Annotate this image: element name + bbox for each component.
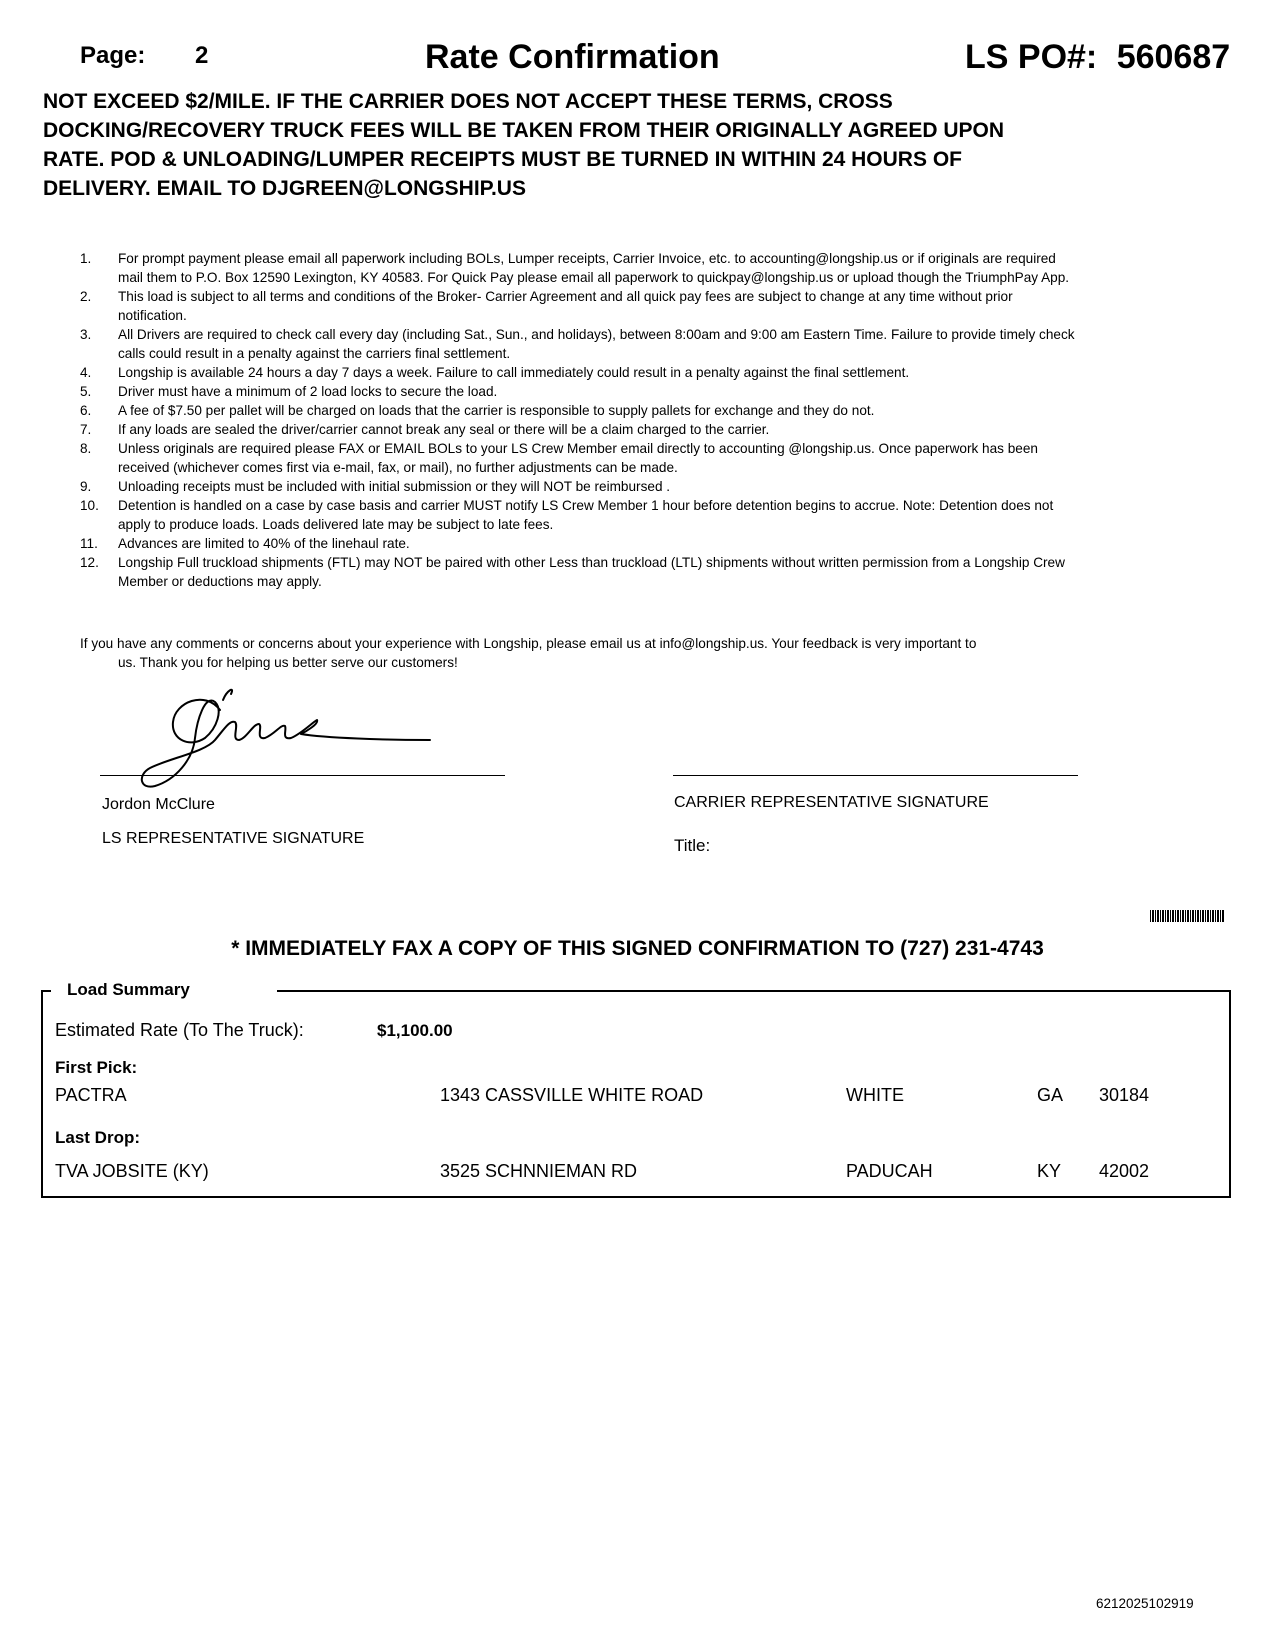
handwritten-signature — [135, 680, 435, 795]
term-item — [80, 496, 1080, 534]
term-item — [80, 553, 1080, 591]
first-pick-label: First Pick: — [55, 1058, 138, 1077]
first-pick-state: GA — [1037, 1085, 1064, 1105]
last-drop-zip: 42002 — [1099, 1161, 1150, 1181]
term-number: 8. — [80, 441, 92, 456]
feedback-line: If you have any comments or concerns about your experience with Longship, please email us at info@longship.us. Your feedback is very important to — [80, 636, 977, 651]
term-text: Unloading receipts must be included with initial submission or they will NOT be reimbursed . — [118, 479, 671, 494]
term-item — [80, 477, 1080, 496]
term-number: 10. — [80, 498, 99, 513]
notice-line: RATE. POD & UNLOADING/LUMPER RECEIPTS MUST BE TURNED IN WITHIN 24 HOURS OF — [43, 148, 962, 171]
term-text: Unless originals are required please FAX or EMAIL BOLs to your LS Crew Member email directly to accounting @longship.us. Once paperwork has been received (whichever comes first via e-mail, fax, or mail), no further adjustments can be made. — [118, 441, 1038, 475]
term-item — [80, 401, 1080, 420]
last-drop-label: Last Drop: — [55, 1128, 140, 1147]
carrier-signature-line — [673, 775, 1078, 776]
document-id: 6212025102919 — [1096, 1596, 1194, 1611]
carrier-signature-label: CARRIER REPRESENTATIVE SIGNATURE — [674, 794, 989, 811]
po-label: LS PO#: — [965, 38, 1098, 76]
term-text: Longship Full truckload shipments (FTL) may NOT be paired with other Less than truckload (LTL) shipments without written permission from a Longship Crew Member or deductions may apply. — [118, 555, 1065, 589]
term-item — [80, 325, 1080, 363]
last-drop-name: TVA JOBSITE (KY) — [55, 1161, 209, 1181]
term-item — [80, 534, 1080, 553]
term-number: 1. — [80, 251, 92, 266]
fax-notice: * IMMEDIATELY FAX A COPY OF THIS SIGNED CONFIRMATION TO (727) 231-4743 — [231, 937, 1044, 960]
first-pick-city: WHITE — [846, 1085, 904, 1105]
term-number: 11. — [80, 536, 98, 551]
ls-signature-line — [100, 775, 505, 776]
notice-line: DOCKING/RECOVERY TRUCK FEES WILL BE TAKEN FROM THEIR ORIGINALLY AGREED UPON — [43, 119, 1005, 142]
term-number: 9. — [80, 479, 92, 494]
ls-representative-name: Jordon McClure — [102, 796, 215, 813]
page-label: Page: — [80, 42, 146, 69]
load-summary-border — [277, 990, 1229, 992]
term-text: This load is subject to all terms and conditions of the Broker- Carrier Agreement and all quick pay fees are subject to change at any time without prior notification. — [118, 289, 1013, 323]
feedback-paragraph — [80, 634, 1090, 672]
term-number: 6. — [80, 403, 92, 418]
term-item — [80, 287, 1080, 325]
first-pick-zip: 30184 — [1099, 1085, 1150, 1105]
notice-line: DELIVERY. EMAIL TO DJGREEN@LONGSHIP.US — [43, 177, 526, 200]
term-item — [80, 420, 1080, 439]
term-number: 7. — [80, 422, 92, 437]
term-number: 5. — [80, 384, 92, 399]
term-item — [80, 363, 1080, 382]
last-drop-city: PADUCAH — [846, 1161, 933, 1181]
page-number: 2 — [195, 42, 209, 69]
term-number: 2. — [80, 289, 92, 304]
term-text: A fee of $7.50 per pallet will be charged on loads that the carrier is responsible to supply pallets for exchange and they do not. — [118, 403, 875, 418]
term-item — [80, 249, 1080, 287]
po-number: 560687 — [1116, 38, 1231, 76]
ls-signature-label: LS REPRESENTATIVE SIGNATURE — [102, 830, 365, 847]
last-drop-address: 3525 SCHNNIEMAN RD — [440, 1161, 638, 1181]
notice-line: NOT EXCEED $2/MILE. IF THE CARRIER DOES NOT ACCEPT THESE TERMS, CROSS — [43, 90, 893, 113]
first-pick-name: PACTRA — [55, 1085, 127, 1105]
estimated-rate-label: Estimated Rate (To The Truck): — [55, 1020, 304, 1040]
load-summary-border — [41, 990, 51, 992]
document-title: Rate Confirmation — [425, 38, 720, 76]
term-text: For prompt payment please email all paperwork including BOLs, Lumper receipts, Carrier Invoice, etc. to accounting@longship.us or if originals are required mail them to P.O. Box 12590 Lexington, KY 40583. For Quick Pay please email all paperwork to quickpay@longship.us or upload though the TriumphPay App. — [118, 251, 1070, 285]
term-text: If any loads are sealed the driver/carrier cannot break any seal or there will be a claim charged to the carrier. — [118, 422, 770, 437]
term-text: Detention is handled on a case by case basis and carrier MUST notify LS Crew Member 1 hour before detention begins to accrue. Note: Detention does not apply to produce loads. Loads delivered late may be subject to late fees. — [118, 498, 1054, 532]
po-number-block — [965, 38, 1230, 77]
term-number: 3. — [80, 327, 92, 342]
last-drop-state: KY — [1037, 1161, 1062, 1181]
term-text: Driver must have a minimum of 2 load locks to secure the load. — [118, 384, 498, 399]
term-text: All Drivers are required to check call every day (including Sat., Sun., and holidays), between 8:00am and 9:00 am Eastern Time. Failure to provide timely check calls could result in a penalty against the carriers final settlement. — [118, 327, 1075, 361]
term-item — [80, 439, 1080, 477]
estimated-rate-value: $1,100.00 — [377, 1021, 453, 1040]
term-text: Longship is available 24 hours a day 7 days a week. Failure to call immediately could result in a penalty against the final settlement. — [118, 365, 910, 380]
term-text: Advances are limited to 40% of the linehaul rate. — [118, 536, 410, 551]
carrier-notice — [43, 87, 1103, 203]
barcode — [1150, 910, 1224, 922]
terms-list — [80, 249, 1080, 591]
feedback-line: us. Thank you for helping us better serve our customers! — [118, 655, 458, 670]
first-pick-address: 1343 CASSVILLE WHITE ROAD — [440, 1085, 704, 1105]
term-item — [80, 382, 1080, 401]
load-summary-title: Load Summary — [63, 980, 194, 1000]
term-number: 12. — [80, 555, 99, 570]
title-label: Title: — [674, 836, 711, 855]
term-number: 4. — [80, 365, 92, 380]
